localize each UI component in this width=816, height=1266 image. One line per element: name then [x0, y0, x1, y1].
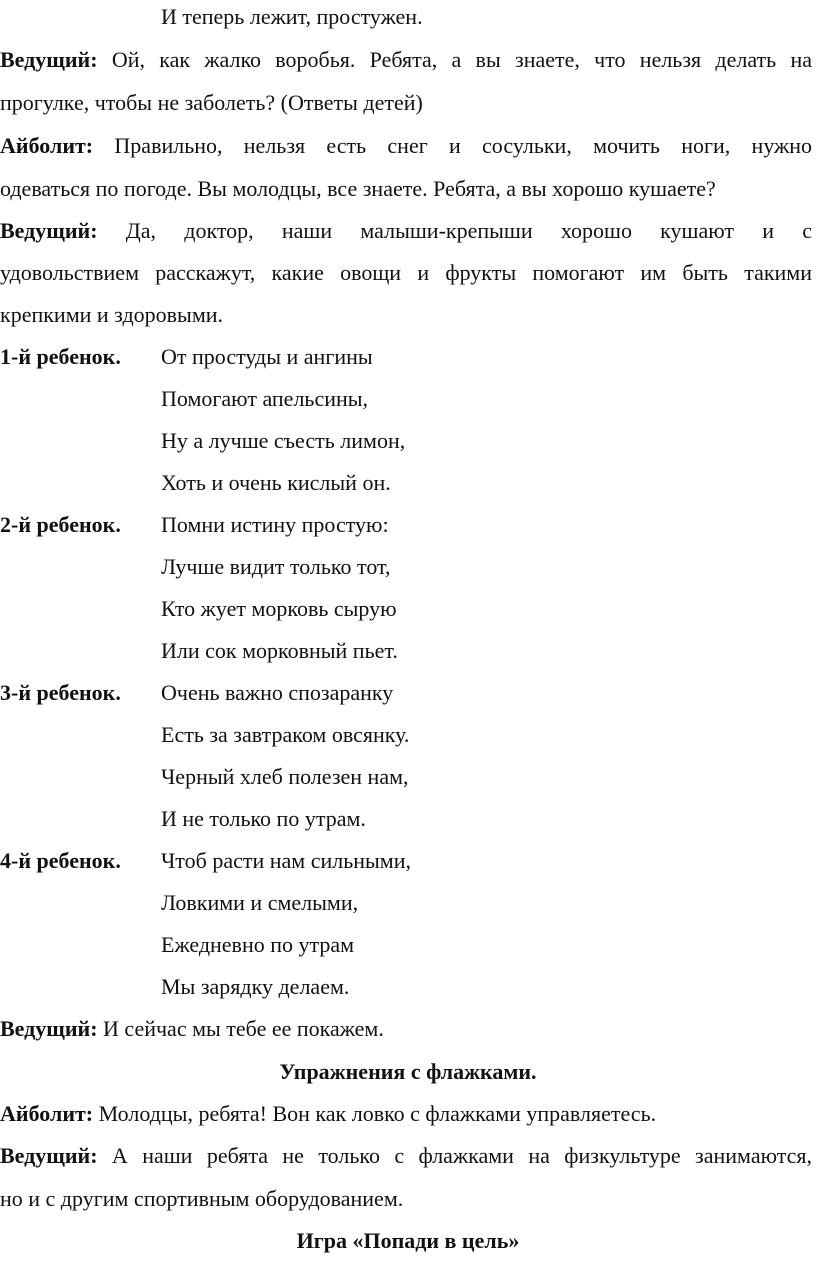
- poem-line: Очень важно спозаранку: [161, 680, 394, 705]
- child-label: 1-й ребенок.: [0, 344, 121, 369]
- dialogue-line: [0, 133, 812, 159]
- poem-line: И не только по утрам.: [161, 806, 366, 831]
- dialogue-line: [0, 47, 812, 73]
- child-label: 4-й ребенок.: [0, 848, 121, 873]
- speaker-label: Ведущий:: [0, 1143, 98, 1168]
- poem-line: Кто жует морковь сырую: [161, 596, 397, 621]
- dialogue-text: Ой, как жалко воробья. Ребята, а вы знаете, что нельзя делать на: [111, 47, 813, 72]
- dialogue-text: И сейчас мы тебе ее покажем.: [103, 1016, 384, 1041]
- dialogue-line: [0, 218, 812, 244]
- text-line: И теперь лежит, простужен.: [161, 4, 423, 29]
- poem-line: Ежедневно по утрам: [161, 932, 355, 957]
- poem-line: Лучше видит только тот,: [161, 554, 391, 579]
- poem-line: Или сок морковный пьет.: [161, 638, 398, 663]
- text-line: но и с другим спортивным оборудованием.: [0, 1186, 404, 1211]
- text-line: удовольствием расскажут, какие овощи и фрукты помогают им быть такими: [0, 260, 812, 285]
- dialogue-text: Правильно, нельзя есть снег и сосульки, мочить ноги, нужно: [114, 133, 813, 158]
- text-line: одеваться по погоде. Вы молодцы, все знаете. Ребята, а вы хорошо кушаете?: [0, 176, 716, 201]
- dialogue-line: [0, 1143, 812, 1169]
- speaker-label: Ведущий:: [0, 1016, 98, 1041]
- poem-line: Ловкими и смелыми,: [161, 890, 359, 915]
- text-line: прогулке, чтобы не заболеть? (Ответы детей): [0, 90, 423, 115]
- speaker-label: Айболит:: [0, 133, 94, 158]
- poem-line: Помогают апельсины,: [161, 386, 369, 411]
- section-heading: Игра «Попади в цель»: [296, 1228, 520, 1253]
- poem-line: Ну а лучше съесть лимон,: [161, 428, 406, 453]
- poem-line: Мы зарядку делаем.: [161, 974, 350, 999]
- speaker-label: Айболит:: [0, 1101, 94, 1126]
- poem-line: Чтоб расти нам сильными,: [161, 848, 411, 873]
- dialogue-text: Молодцы, ребята! Вон как ловко с флажками управляетесь.: [98, 1101, 657, 1126]
- poem-line: Есть за завтраком овсянку.: [161, 722, 410, 747]
- poem-line: Помни истину простую:: [161, 512, 389, 537]
- child-label: 3-й ребенок.: [0, 680, 121, 705]
- poem-line: Черный хлеб полезен нам,: [161, 764, 409, 789]
- dialogue-text: Да, доктор, наши малыши-крепыши хорошо кушают и с: [125, 218, 812, 243]
- dialogue-line: [0, 1016, 816, 1042]
- text-line: крепкими и здоровыми.: [0, 302, 224, 327]
- dialogue-line: [0, 1101, 816, 1127]
- section-heading: Упражнения с флажками.: [279, 1059, 537, 1084]
- poem-line: От простуды и ангины: [161, 344, 373, 369]
- poem-line: Хоть и очень кислый он.: [161, 470, 391, 495]
- speaker-label: Ведущий:: [0, 47, 98, 72]
- child-label: 2-й ребенок.: [0, 512, 121, 537]
- dialogue-text: А наши ребята не только с флажками на физкультуре занимаются,: [111, 1143, 812, 1168]
- speaker-label: Ведущий:: [0, 218, 98, 243]
